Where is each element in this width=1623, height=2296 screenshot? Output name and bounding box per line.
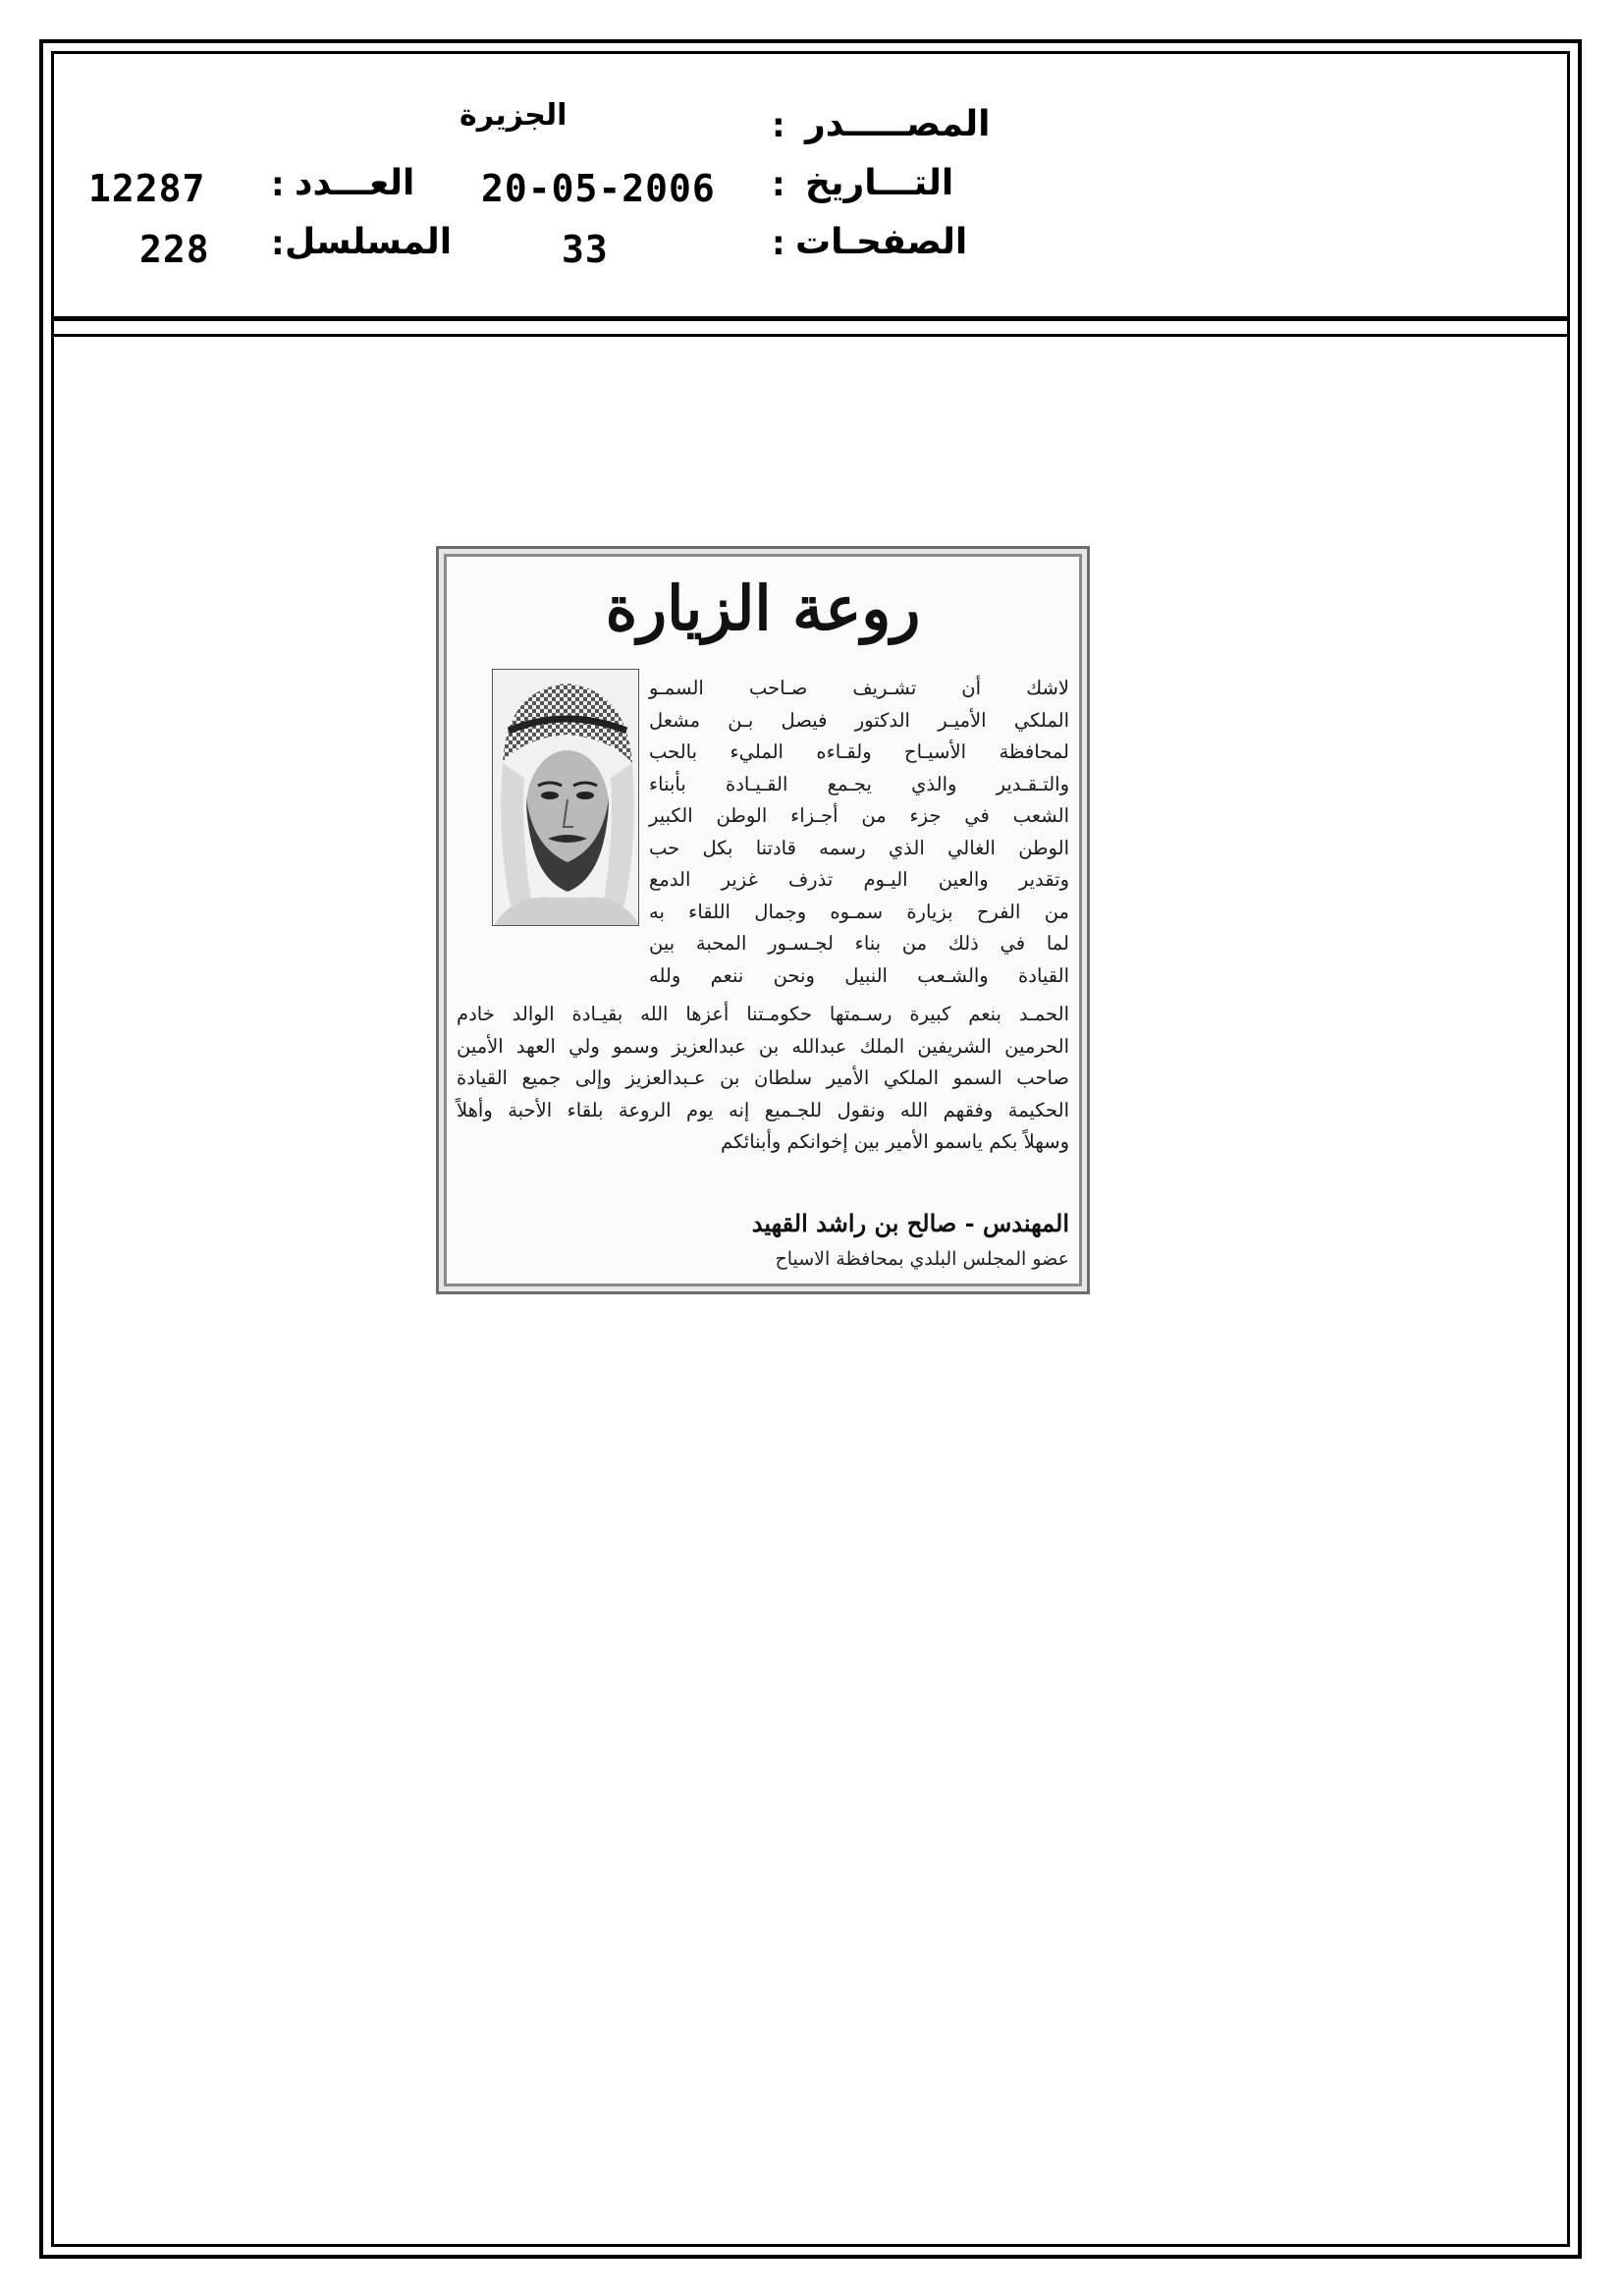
article-line: الملكي الأميـر الدكتور فيصل بـن مشعل [649, 708, 1069, 732]
article-line-last: وسهلاً بكم ياسمو الأمير بين إخوانكم وأبنائكم [721, 1130, 1069, 1153]
source-value: الجزيرة [460, 98, 568, 133]
pages-label: الصفحـات [795, 222, 968, 262]
article-author: المهندس - صالح بن راشد القهيد [751, 1209, 1069, 1237]
date-label: التـــاريخ [805, 163, 954, 203]
issue-colon: : [271, 165, 285, 204]
article-body-beside-photo [649, 673, 1069, 992]
article-body-full-width [457, 999, 1069, 1159]
issue-value: 12287 [88, 167, 206, 210]
newspaper-clipping [436, 546, 1090, 1294]
date-value: 20-05-2006 [481, 167, 716, 210]
issue-label: العـــدد [295, 163, 415, 203]
article-line: وتقدير والعين اليـوم تذرف غزير الدمع [649, 868, 1069, 891]
article-line: الوطن الغالي الذي رسمه قادتنا بكل حب [649, 836, 1069, 859]
header-divider [51, 316, 1570, 321]
article-line: لما في ذلك من بناء لجـسـور المحبة بين [649, 932, 1069, 955]
source-label: المصـــــدر [805, 104, 991, 144]
article-line: الحرمين الشريفين الملك عبدالله بن عبدالعزيز وسمو ولي العهد الأمين [457, 1034, 1069, 1058]
serial-label: المسلسل [285, 222, 453, 262]
source-colon: : [772, 106, 785, 145]
article-line: لمحافظة الأسيـاح ولقـاءه المليء بالحب [649, 740, 1069, 763]
portrait-image [493, 670, 639, 926]
date-colon: : [772, 165, 785, 204]
article-line: الحمـد بنعم كبيرة رسـمتها حكومـتنا أعزها الله بقيـادة الوالد خادم [457, 1003, 1069, 1025]
pages-colon: : [772, 224, 785, 263]
article-line: الشعب في جزء من أجـزاء الوطن الكبير [649, 804, 1069, 827]
article-line: القيادة والشـعب النبيل ونحن ننعم ولله [649, 963, 1069, 987]
article-title: روعة الزيارة [605, 573, 921, 644]
article-line: الحكيمة وفقهم الله ونقول للجـميع إنه يوم الروعة بلقاء الأحبة وأهلاً [457, 1098, 1070, 1121]
header-divider-secondary [51, 334, 1570, 337]
serial-value: 228 [139, 228, 210, 271]
author-title: عضو المجلس البلدي بمحافظة الاسياح [775, 1248, 1069, 1270]
article-line: من الفرح بزيارة سمـوه وجمال اللقاء به [649, 900, 1069, 923]
serial-colon: : [271, 224, 285, 263]
article-line: لاشك أن تشـريف صـاحب السمـو [649, 677, 1069, 699]
author-photo [492, 669, 639, 926]
pages-value: 33 [562, 228, 609, 271]
article-line: والتـقـدير والذي يجـمع القـيـادة بأبناء [649, 772, 1069, 795]
article-line: صاحب السمو الملكي الأمير سلطان بن عـبدالعزيز وإلى جميع القيادة [457, 1066, 1069, 1089]
